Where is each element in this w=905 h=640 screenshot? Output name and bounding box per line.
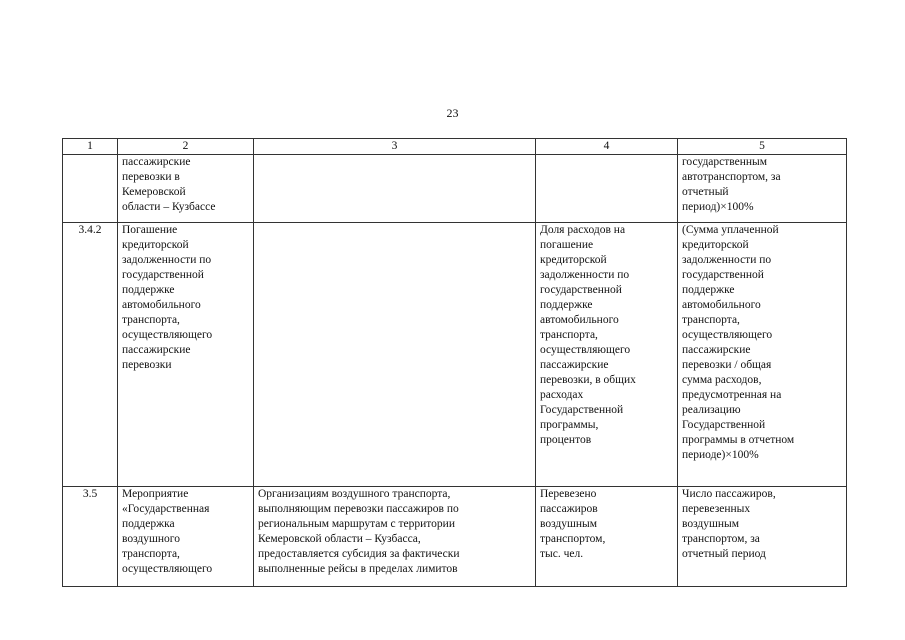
cell-text-line: пассажиров <box>540 503 598 515</box>
cell-text-line: автомобильного <box>540 314 619 326</box>
cell-text-line: воздушным <box>540 518 598 530</box>
cell-text-line: автомобильного <box>122 299 201 311</box>
cell-text-line: государственной <box>540 284 622 296</box>
column-header-1: 1 <box>63 139 118 155</box>
cell-col-5 <box>678 223 847 487</box>
cell-text-line: кредиторской <box>122 239 189 251</box>
cell-col-4 <box>536 487 678 587</box>
cell-text-line: реализацию <box>682 404 741 416</box>
cell-text-line: Перевезено <box>540 488 597 500</box>
cell-text-line: перевозки в <box>122 171 180 183</box>
cell-text-line: транспорта, <box>540 329 598 341</box>
table-body <box>63 155 847 587</box>
cell-text-line: региональным маршрутам с территории <box>258 518 455 530</box>
cell-text-line: задолженности по <box>122 254 212 266</box>
table-row <box>63 155 847 223</box>
table-row <box>63 487 847 587</box>
cell-text-line: поддержка <box>122 518 175 530</box>
cell-text-line: Число пассажиров, <box>682 488 776 500</box>
column-header-3: 3 <box>254 139 536 155</box>
cell-text-line: поддержке <box>122 284 175 296</box>
cell-col-4 <box>536 155 678 223</box>
cell-text-line: пассажирские <box>682 344 751 356</box>
row-number-cell <box>63 155 118 223</box>
column-header-4: 4 <box>536 139 678 155</box>
cell-text-line: выполняющим перевозки пассажиров по <box>258 503 459 515</box>
cell-text-line: периоде)×100% <box>682 449 759 461</box>
cell-col-5 <box>678 155 847 223</box>
cell-text-line: перевозки, в общих <box>540 374 636 386</box>
table-row <box>63 223 847 487</box>
cell-text-line: автомобильного <box>682 299 761 311</box>
cell-text-line: Кемеровской <box>122 186 186 198</box>
cell-text-line: программы, <box>540 419 599 431</box>
cell-text-line: (Сумма уплаченной <box>682 224 779 236</box>
column-header-2: 2 <box>118 139 254 155</box>
cell-text-line: кредиторской <box>540 254 607 266</box>
cell-text-line: пассажирские <box>122 344 191 356</box>
cell-text-line: области – Кузбассе <box>122 201 216 213</box>
cell-text-line: «Государственная <box>122 503 210 515</box>
cell-text-line: осуществляющего <box>540 344 631 356</box>
cell-text-line: транспорта, <box>682 314 740 326</box>
cell-text-line: погашение <box>540 239 594 251</box>
cell-text-line: Доля расходов на <box>540 224 626 236</box>
cell-text-line: воздушным <box>682 518 740 530</box>
header-row <box>63 139 847 155</box>
cell-text-line: Организациям воздушного транспорта, <box>258 488 451 500</box>
row-number-cell: 3.4.2 <box>63 223 118 487</box>
cell-text-line: Государственной <box>682 419 766 431</box>
cell-text-line: Кемеровской области – Кузбасса, <box>258 533 421 545</box>
cell-text-line: кредиторской <box>682 239 749 251</box>
cell-text-line: пассажирские <box>122 156 191 168</box>
cell-col-2 <box>118 223 254 487</box>
cell-text-line: осуществляющего <box>122 563 213 575</box>
cell-text-line: воздушного <box>122 533 180 545</box>
cell-text-line: выполненные рейсы в пределах лимитов <box>258 563 458 575</box>
cell-text-line: автотранспортом, за <box>682 171 781 183</box>
cell-col-2 <box>118 487 254 587</box>
cell-text-line: расходах <box>540 389 584 401</box>
cell-col-4 <box>536 223 678 487</box>
cell-text-line: предусмотренная на <box>682 389 782 401</box>
cell-text-line: задолженности по <box>540 269 630 281</box>
cell-col-3 <box>254 155 536 223</box>
cell-col-2 <box>118 155 254 223</box>
cell-text-line: Мероприятие <box>122 488 189 500</box>
cell-text-line: транспортом, <box>540 533 606 545</box>
cell-text-line: государственной <box>682 269 764 281</box>
cell-text-line: отчетный период <box>682 548 766 560</box>
cell-col-5 <box>678 487 847 587</box>
cell-text-line: перевозки <box>122 359 172 371</box>
cell-text-line: государственным <box>682 156 768 168</box>
cell-text-line: отчетный <box>682 186 729 198</box>
cell-text-line: Погашение <box>122 224 178 236</box>
page-number: 23 <box>446 106 459 120</box>
cell-text-line: поддержке <box>682 284 735 296</box>
cell-text-line: процентов <box>540 434 592 446</box>
cell-text-line: осуществляющего <box>682 329 773 341</box>
cell-text-line: транспорта, <box>122 548 180 560</box>
cell-text-line: транспортом, за <box>682 533 760 545</box>
cell-text-line: задолженности по <box>682 254 772 266</box>
cell-text-line: Государственной <box>540 404 624 416</box>
row-number-cell: 3.5 <box>63 487 118 587</box>
cell-text-line: сумма расходов, <box>682 374 762 386</box>
cell-col-3 <box>254 487 536 587</box>
cell-text-line: пассажирские <box>540 359 609 371</box>
cell-text-line: транспорта, <box>122 314 180 326</box>
cell-text-line: осуществляющего <box>122 329 213 341</box>
cell-text-line: период)×100% <box>682 201 754 213</box>
cell-text-line: предоставляется субсидия за фактически <box>258 548 460 560</box>
cell-text-line: перевезенных <box>682 503 751 515</box>
cell-text-line: тыс. чел. <box>540 548 584 560</box>
cell-text-line: поддержке <box>540 299 593 311</box>
column-header-5: 5 <box>678 139 847 155</box>
cell-col-3 <box>254 223 536 487</box>
cell-text-line: программы в отчетном <box>682 434 795 446</box>
indicator-table <box>62 138 847 587</box>
cell-text-line: перевозки / общая <box>682 359 772 371</box>
cell-text-line: государственной <box>122 269 204 281</box>
